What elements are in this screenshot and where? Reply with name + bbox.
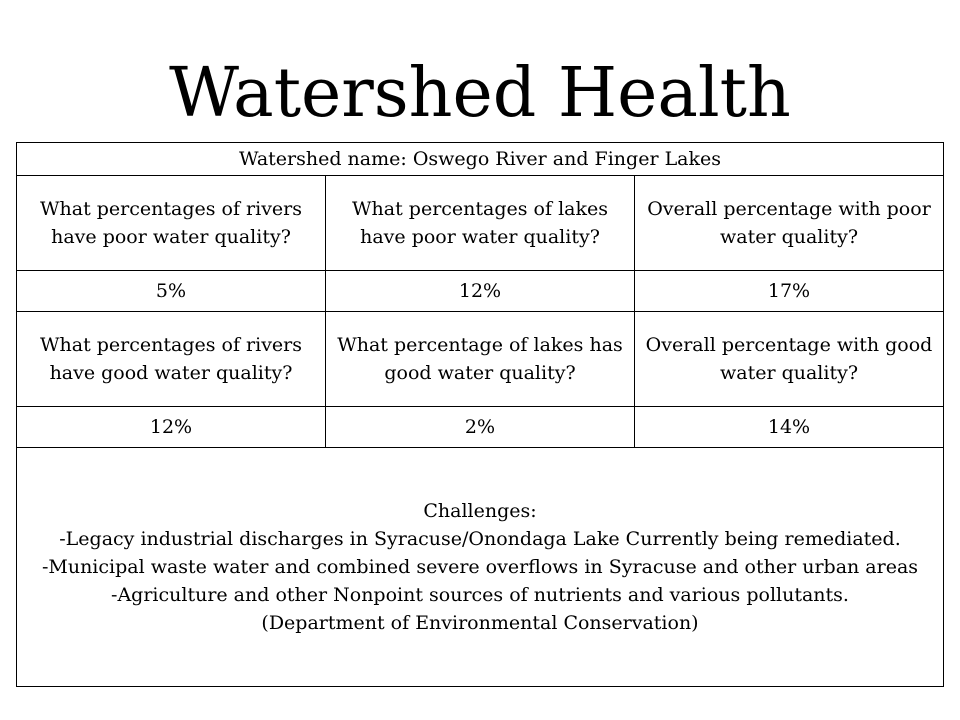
challenges-source: (Department of Environmental Conservation)	[261, 612, 699, 634]
overall-poor-question: Overall percentage with poor water quality?	[635, 176, 944, 271]
overall-good-question: Overall percentage with good water quality?	[635, 312, 944, 407]
challenge-item: -Agriculture and other Nonpoint sources of nutrients and various pollutants.	[111, 584, 849, 606]
challenges-cell	[17, 448, 944, 687]
rivers-poor-question: What percentages of rivers have poor water quality?	[17, 176, 326, 271]
slide-title: Watershed Health	[169, 54, 791, 133]
rivers-good-question: What percentages of rivers have good water quality?	[17, 312, 326, 407]
table-row-poor-questions	[17, 176, 944, 271]
table-row-watershed-name	[17, 143, 944, 176]
lakes-poor-question: What percentages of lakes have poor water quality?	[326, 176, 635, 271]
challenge-item: -Legacy industrial discharges in Syracuse/Onondaga Lake Currently being remediated.	[59, 528, 901, 550]
watershed-name-cell: Watershed name: Oswego River and Finger Lakes	[17, 143, 944, 176]
challenge-item: -Municipal waste water and combined severe overflows in Syracuse and other urban areas	[41, 556, 919, 578]
rivers-poor-value: 5%	[17, 271, 326, 312]
lakes-poor-value: 12%	[326, 271, 635, 312]
watershed-table	[16, 142, 944, 687]
table-row-challenges	[17, 448, 944, 687]
table-row-poor-values	[17, 271, 944, 312]
rivers-good-value: 12%	[17, 407, 326, 448]
challenges-heading: Challenges:	[423, 500, 537, 522]
lakes-good-question: What percentage of lakes has good water quality?	[326, 312, 635, 407]
lakes-good-value: 2%	[326, 407, 635, 448]
table-row-good-questions	[17, 312, 944, 407]
overall-poor-value: 17%	[635, 271, 944, 312]
table-row-good-values	[17, 407, 944, 448]
overall-good-value: 14%	[635, 407, 944, 448]
